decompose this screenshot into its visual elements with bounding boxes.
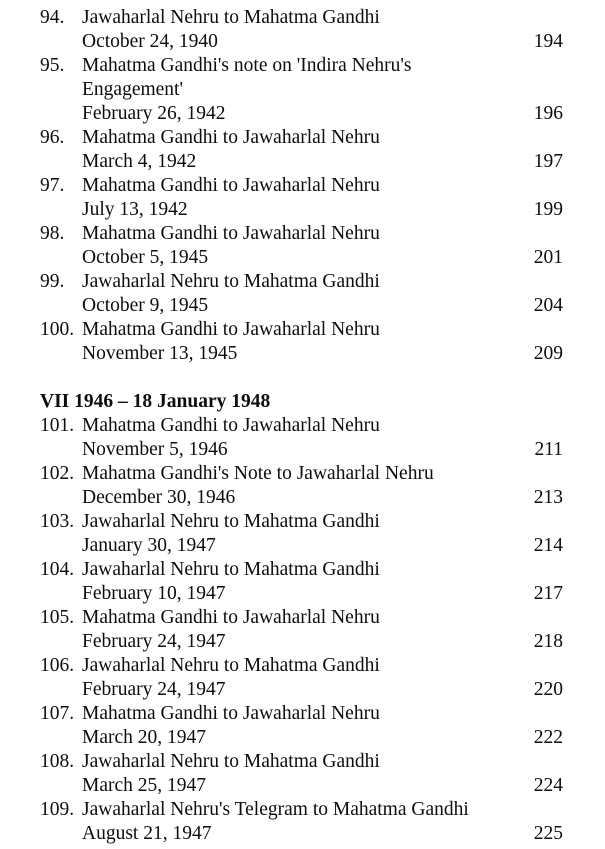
entry-number: 101. xyxy=(40,415,75,436)
toc-entry-97-date-line xyxy=(0,198,605,222)
toc-entry-101-date-line xyxy=(0,438,605,462)
toc-entry-96 xyxy=(0,126,605,150)
entry-title: Mahatma Gandhi to Jawaharlal Nehru xyxy=(82,127,380,148)
entry-title: Jawaharlal Nehru's Telegram to Mahatma Gandhi xyxy=(82,799,469,820)
toc-entry-104-date-line xyxy=(0,582,605,606)
entry-page-number: 222 xyxy=(533,727,563,748)
toc-entry-94 xyxy=(0,6,605,30)
toc-entry-108-date-line xyxy=(0,774,605,798)
toc-entry-103 xyxy=(0,510,605,534)
toc-entry-109-date-line xyxy=(0,822,605,846)
entry-date: August 21, 1947 xyxy=(82,823,212,844)
entry-number: 100. xyxy=(40,319,75,340)
entry-page-number: 204 xyxy=(533,295,563,316)
toc-entry-95-date-line xyxy=(0,102,605,126)
entry-title: Jawaharlal Nehru to Mahatma Gandhi xyxy=(82,751,380,772)
entry-number: 106. xyxy=(40,655,75,676)
toc-entry-106-date-line xyxy=(0,678,605,702)
section-heading: VII 1946 – 18 January 1948 xyxy=(40,391,271,412)
entry-page-number: 201 xyxy=(533,247,563,268)
toc-entry-108 xyxy=(0,750,605,774)
toc-entry-101 xyxy=(0,414,605,438)
entry-page-number: 213 xyxy=(533,487,563,508)
toc-entry-95-line-2 xyxy=(0,78,605,102)
entry-page-number: 197 xyxy=(533,151,563,172)
entry-date: October 24, 1940 xyxy=(82,31,218,52)
toc-entry-97 xyxy=(0,174,605,198)
entry-date: March 4, 1942 xyxy=(82,151,197,172)
entry-date: March 20, 1947 xyxy=(82,727,207,748)
entry-title: Mahatma Gandhi's Note to Jawaharlal Nehru xyxy=(82,463,434,484)
entry-page-number: 196 xyxy=(533,103,563,124)
entry-title: Mahatma Gandhi to Jawaharlal Nehru xyxy=(82,703,380,724)
entry-date: October 5, 1945 xyxy=(82,247,209,268)
toc-entry-96-date-line xyxy=(0,150,605,174)
entry-title: Mahatma Gandhi's note on 'Indira Nehru's xyxy=(82,55,412,76)
entry-title: Jawaharlal Nehru to Mahatma Gandhi xyxy=(82,7,380,28)
entry-title: Mahatma Gandhi to Jawaharlal Nehru xyxy=(82,319,380,340)
toc-entry-98 xyxy=(0,222,605,246)
entry-page-number: 225 xyxy=(533,823,563,844)
entry-title: Jawaharlal Nehru to Mahatma Gandhi xyxy=(82,271,380,292)
entry-number: 107. xyxy=(40,703,75,724)
entry-date: March 25, 1947 xyxy=(82,775,207,796)
entry-date: December 30, 1946 xyxy=(82,487,236,508)
toc-entry-99 xyxy=(0,270,605,294)
entry-page-number: 220 xyxy=(533,679,563,700)
entry-title: Mahatma Gandhi to Jawaharlal Nehru xyxy=(82,607,380,628)
entry-date: February 10, 1947 xyxy=(82,583,226,604)
toc-entry-99-date-line xyxy=(0,294,605,318)
entry-page-number: 218 xyxy=(533,631,563,652)
entry-title: Mahatma Gandhi to Jawaharlal Nehru xyxy=(82,223,380,244)
toc-entry-105-date-line xyxy=(0,630,605,654)
entry-number: 94. xyxy=(40,7,65,28)
entry-date: February 24, 1947 xyxy=(82,679,226,700)
entry-date: November 13, 1945 xyxy=(82,343,238,364)
entry-number: 105. xyxy=(40,607,75,628)
entry-number: 103. xyxy=(40,511,75,532)
toc-entry-107-date-line xyxy=(0,726,605,750)
entry-page-number: 217 xyxy=(533,583,563,604)
entry-page-number: 211 xyxy=(534,439,563,460)
entry-page-number: 209 xyxy=(533,343,563,364)
entry-number: 95. xyxy=(40,55,65,76)
entry-title: Mahatma Gandhi to Jawaharlal Nehru xyxy=(82,415,380,436)
entry-number: 97. xyxy=(40,175,65,196)
entry-page-number: 194 xyxy=(533,31,563,52)
entry-number: 102. xyxy=(40,463,75,484)
entry-date: July 13, 1942 xyxy=(82,199,188,220)
entry-date: November 5, 1946 xyxy=(82,439,228,460)
entry-number: 108. xyxy=(40,751,75,772)
entry-page-number: 199 xyxy=(533,199,563,220)
toc-entry-98-date-line xyxy=(0,246,605,270)
toc-entry-94-date-line xyxy=(0,30,605,54)
toc-entry-109 xyxy=(0,798,605,822)
toc-entry-100-date-line xyxy=(0,342,605,366)
entry-title: Jawaharlal Nehru to Mahatma Gandhi xyxy=(82,559,380,580)
entry-date: February 24, 1947 xyxy=(82,631,226,652)
entry-date: January 30, 1947 xyxy=(82,535,216,556)
entry-title: Mahatma Gandhi to Jawaharlal Nehru xyxy=(82,175,380,196)
entry-number: 99. xyxy=(40,271,65,292)
toc-entry-102-date-line xyxy=(0,486,605,510)
toc-entry-103-date-line xyxy=(0,534,605,558)
entry-number: 98. xyxy=(40,223,65,244)
entry-date: February 26, 1942 xyxy=(82,103,226,124)
toc-entry-105 xyxy=(0,606,605,630)
toc-entry-102 xyxy=(0,462,605,486)
toc-entry-104 xyxy=(0,558,605,582)
entry-number: 104. xyxy=(40,559,75,580)
toc-entry-100 xyxy=(0,318,605,342)
entry-page-number: 224 xyxy=(533,775,563,796)
entry-title: Jawaharlal Nehru to Mahatma Gandhi xyxy=(82,655,380,676)
entry-title: Jawaharlal Nehru to Mahatma Gandhi xyxy=(82,511,380,532)
entry-title-continued: Engagement' xyxy=(82,79,183,100)
entry-page-number: 214 xyxy=(533,535,563,556)
entry-number: 96. xyxy=(40,127,65,148)
toc-entry-107 xyxy=(0,702,605,726)
toc-entry-106 xyxy=(0,654,605,678)
entry-number: 109. xyxy=(40,799,75,820)
entry-date: October 9, 1945 xyxy=(82,295,209,316)
toc-entry-95 xyxy=(0,54,605,78)
